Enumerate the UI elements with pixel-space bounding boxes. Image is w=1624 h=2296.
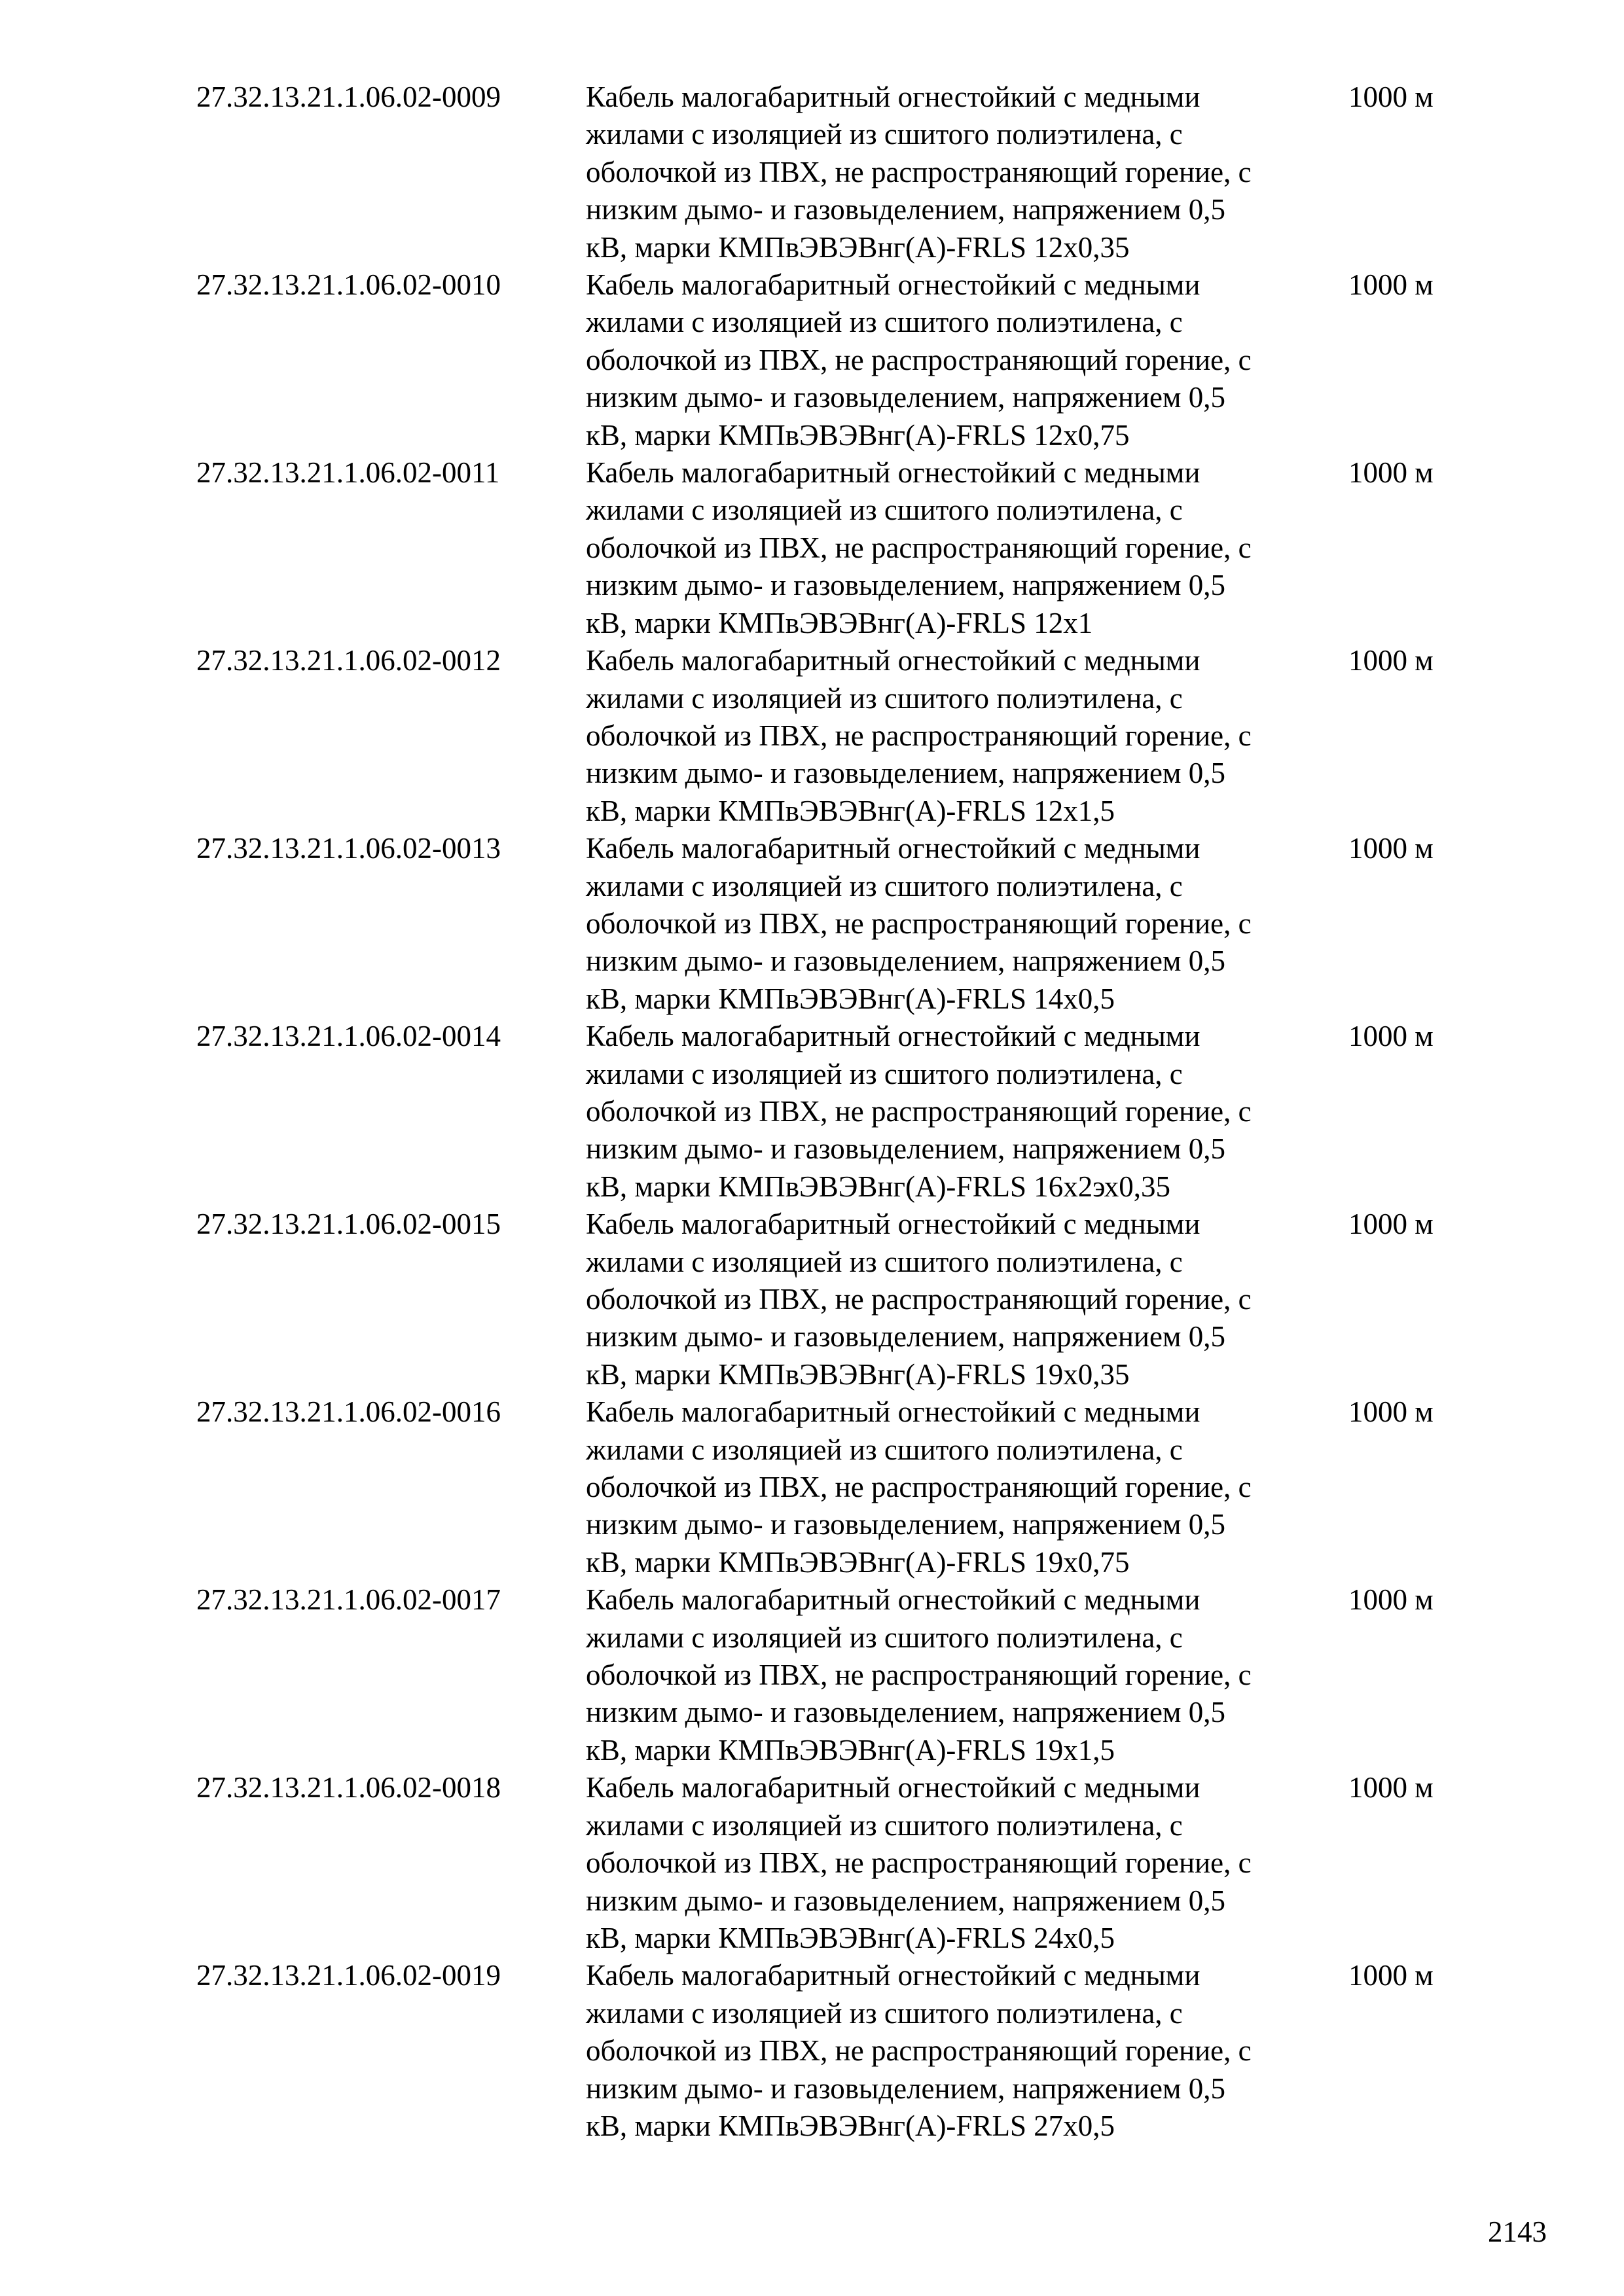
entry-unit: 1000 м [1348, 456, 1434, 490]
entry-description [586, 266, 1348, 454]
description-line: Кабель малогабаритный огнестойкий с медными [586, 1208, 1200, 1241]
description-line: кВ, марки КМПвЭВЭВнг(А)-FRLS 12х1,5 [586, 794, 1115, 827]
description-line: низким дымо- и газовыделением, напряжением 0,5 [586, 1320, 1225, 1354]
entry-code: 27.32.13.21.1.06.02-0010 [196, 268, 501, 302]
description-line: кВ, марки КМПвЭВЭВнг(А)-FRLS 12х1 [586, 606, 1093, 639]
entry-code: 27.32.13.21.1.06.02-0009 [196, 81, 501, 113]
description-line: оболочкой из ПВХ, не распространяющий горение, с [586, 155, 1252, 188]
description-line: низким дымо- и газовыделением, напряжением 0,5 [586, 1132, 1225, 1166]
description-line: оболочкой из ПВХ, не распространяющий горение, с [586, 906, 1252, 940]
entry-code: 27.32.13.21.1.06.02-0015 [196, 1208, 501, 1241]
description-line: Кабель малогабаритный огнестойкий с медными [586, 1020, 1200, 1053]
entry-description [586, 1957, 1348, 2145]
entry-unit: 1000 м [1348, 1959, 1434, 1992]
description-line: оболочкой из ПВХ, не распространяющий горение, с [586, 1846, 1252, 1880]
catalog-entries [196, 79, 1473, 2145]
description-line: низким дымо- и газовыделением, напряжением 0,5 [586, 1884, 1225, 1917]
description-line: оболочкой из ПВХ, не распространяющий горение, с [586, 1283, 1252, 1316]
description-line: кВ, марки КМПвЭВЭВнг(А)-FRLS 14х0,5 [586, 982, 1115, 1015]
description-line: оболочкой из ПВХ, не распространяющий горение, с [586, 343, 1252, 376]
description-line: оболочкой из ПВХ, не распространяющий горение, с [586, 531, 1252, 564]
entry-code: 27.32.13.21.1.06.02-0014 [196, 1020, 501, 1053]
catalog-entry [196, 1018, 1473, 1206]
description-line: жилами с изоляцией из сшитого полиэтилена, с [586, 1057, 1183, 1090]
catalog-entry [196, 642, 1473, 830]
description-line: Кабель малогабаритный огнестойкий с медными [586, 1583, 1200, 1617]
entry-description [586, 1018, 1348, 1206]
entry-description [586, 1393, 1348, 1581]
description-line: жилами с изоляцией из сшитого полиэтилена, с [586, 681, 1183, 715]
description-line: кВ, марки КМПвЭВЭВнг(А)-FRLS 19х0,35 [586, 1357, 1130, 1391]
entry-description [586, 642, 1348, 830]
description-line: Кабель малогабаритный огнестойкий с медными [586, 1395, 1200, 1429]
description-line: кВ, марки КМПвЭВЭВнг(А)-FRLS 12х0,35 [586, 230, 1130, 264]
description-line: Кабель малогабаритный огнестойкий с медными [586, 81, 1200, 113]
description-line: кВ, марки КМПвЭВЭВнг(А)-FRLS 19х0,75 [586, 1545, 1130, 1579]
description-line: жилами с изоляцией из сшитого полиэтилена, с [586, 493, 1183, 527]
entry-code: 27.32.13.21.1.06.02-0011 [196, 456, 500, 490]
description-line: жилами с изоляцией из сшитого полиэтилена, с [586, 1245, 1183, 1278]
entry-unit: 1000 м [1348, 268, 1434, 302]
description-line: кВ, марки КМПвЭВЭВнг(А)-FRLS 12х0,75 [586, 418, 1130, 452]
entry-code: 27.32.13.21.1.06.02-0017 [196, 1583, 501, 1617]
description-line: оболочкой из ПВХ, не распространяющий горение, с [586, 1659, 1252, 1692]
description-line: низким дымо- и газовыделением, напряжением 0,5 [586, 757, 1225, 790]
entry-description [586, 1206, 1348, 1393]
catalog-entry [196, 1957, 1473, 2145]
catalog-entry [196, 830, 1473, 1018]
description-line: жилами с изоляцией из сшитого полиэтилена, с [586, 869, 1183, 903]
entry-description [586, 1769, 1348, 1957]
catalog-entry [196, 1393, 1473, 1581]
description-line: жилами с изоляцией из сшитого полиэтилена, с [586, 1433, 1183, 1466]
description-line: кВ, марки КМПвЭВЭВнг(А)-FRLS 16х2эх0,35 [586, 1170, 1171, 1203]
description-line: Кабель малогабаритный огнестойкий с медными [586, 1959, 1200, 1992]
entry-description [586, 79, 1348, 266]
description-line: низким дымо- и газовыделением, напряжением 0,5 [586, 1696, 1225, 1729]
description-line: Кабель малогабаритный огнестойкий с медными [586, 832, 1200, 865]
description-line: жилами с изоляцией из сшитого полиэтилена, с [586, 118, 1183, 151]
entry-code: 27.32.13.21.1.06.02-0019 [196, 1959, 501, 1992]
description-line: низким дымо- и газовыделением, напряжением 0,5 [586, 193, 1225, 226]
entry-unit: 1000 м [1348, 1583, 1434, 1617]
catalog-entry [196, 1581, 1473, 1769]
description-line: Кабель малогабаритный огнестойкий с медными [586, 1771, 1200, 1804]
description-line: жилами с изоляцией из сшитого полиэтилена, с [586, 1621, 1183, 1654]
catalog-entry [196, 1206, 1473, 1393]
description-line: низким дымо- и газовыделением, напряжением 0,5 [586, 569, 1225, 602]
description-line: низким дымо- и газовыделением, напряжением 0,5 [586, 381, 1225, 414]
page-number: 2143 [1488, 2215, 1547, 2248]
description-line: оболочкой из ПВХ, не распространяющий горение, с [586, 719, 1252, 752]
description-line: кВ, марки КМПвЭВЭВнг(А)-FRLS 19х1,5 [586, 1733, 1115, 1767]
description-line: низким дымо- и газовыделением, напряжением 0,5 [586, 944, 1225, 978]
description-line: Кабель малогабаритный огнестойкий с медными [586, 644, 1200, 677]
entry-description [586, 830, 1348, 1018]
description-line: низким дымо- и газовыделением, напряжением 0,5 [586, 2072, 1225, 2105]
catalog-entry [196, 1769, 1473, 1957]
entry-code: 27.32.13.21.1.06.02-0018 [196, 1771, 501, 1804]
description-line: кВ, марки КМПвЭВЭВнг(А)-FRLS 27х0,5 [586, 2109, 1115, 2142]
description-line: оболочкой из ПВХ, не распространяющий горение, с [586, 2034, 1252, 2068]
entry-code: 27.32.13.21.1.06.02-0016 [196, 1395, 501, 1429]
description-line: кВ, марки КМПвЭВЭВнг(А)-FRLS 24х0,5 [586, 1921, 1115, 1954]
description-line: оболочкой из ПВХ, не распространяющий горение, с [586, 1471, 1252, 1504]
description-line: оболочкой из ПВХ, не распространяющий горение, с [586, 1094, 1252, 1128]
description-line: жилами с изоляцией из сшитого полиэтилена, с [586, 1808, 1183, 1842]
catalog-entry [196, 454, 1473, 642]
description-line: Кабель малогабаритный огнестойкий с медными [586, 456, 1200, 490]
entry-unit: 1000 м [1348, 644, 1434, 677]
entry-unit: 1000 м [1348, 1771, 1434, 1804]
description-line: низким дымо- и газовыделением, напряжением 0,5 [586, 1508, 1225, 1541]
entry-unit: 1000 м [1348, 81, 1434, 113]
entry-unit: 1000 м [1348, 1395, 1434, 1429]
entry-unit: 1000 м [1348, 832, 1434, 865]
entry-description [586, 1581, 1348, 1769]
entry-code: 27.32.13.21.1.06.02-0012 [196, 644, 501, 677]
entry-unit: 1000 м [1348, 1208, 1434, 1241]
entry-unit: 1000 м [1348, 1020, 1434, 1053]
description-line: жилами с изоляцией из сшитого полиэтилена, с [586, 306, 1183, 339]
entry-description [586, 454, 1348, 642]
description-line: Кабель малогабаритный огнестойкий с медными [586, 268, 1200, 302]
catalog-entry [196, 266, 1473, 454]
description-line: жилами с изоляцией из сшитого полиэтилена, с [586, 1996, 1183, 2030]
entry-code: 27.32.13.21.1.06.02-0013 [196, 832, 501, 865]
catalog-entry [196, 79, 1473, 266]
